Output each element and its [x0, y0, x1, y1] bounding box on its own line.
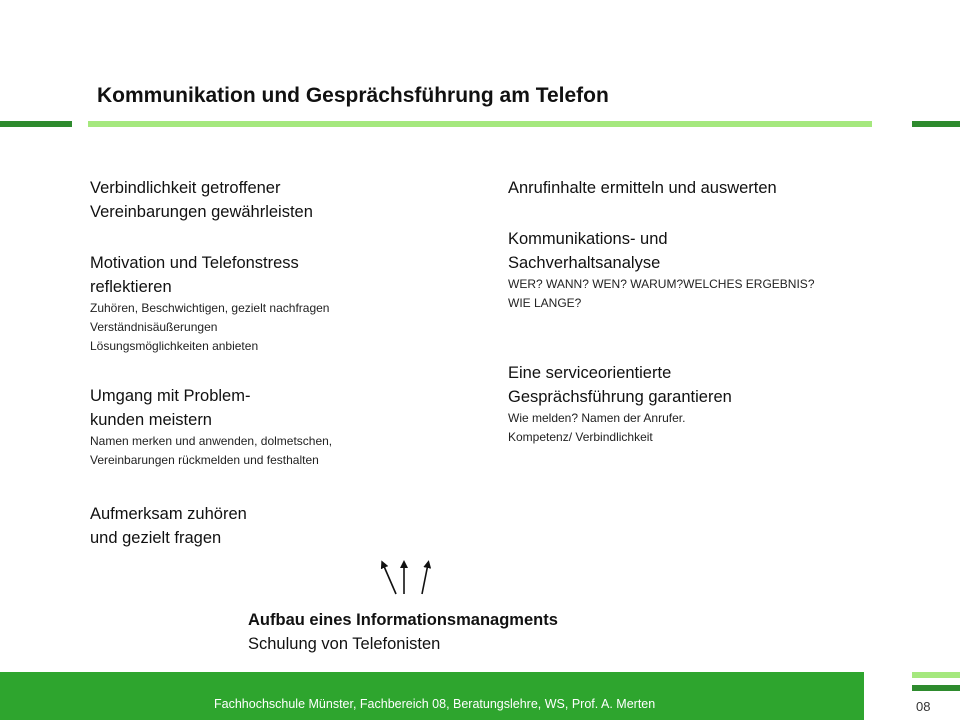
side-bar-light	[912, 672, 960, 678]
left-item-2-detail-3: Lösungsmöglichkeiten anbieten	[90, 339, 259, 353]
left-item-2-detail-2: Verständnisäußerungen	[90, 320, 218, 334]
right-item-2-detail-1: WER? WANN? WEN? WARUM?WELCHES ERGEBNIS?	[508, 277, 815, 291]
left-item-3-detail-2: Vereinbarungen rückmelden und festhalten	[90, 453, 319, 467]
arrows-icon	[374, 556, 444, 600]
left-item-4-heading-2: und gezielt fragen	[90, 529, 222, 547]
title-bar-center	[88, 121, 872, 127]
left-item-3-heading-1: Umgang mit Problem-	[90, 387, 251, 405]
right-item-2-heading-2: Sachverhaltsanalyse	[508, 254, 661, 272]
right-item-3-detail-2: Kompetenz/ Verbindlichkeit	[508, 430, 653, 444]
left-item-2-detail-1: Zuhören, Beschwichtigen, gezielt nachfragen	[90, 301, 330, 315]
right-item-3-heading-1: Eine serviceorientierte	[508, 364, 672, 382]
left-item-3-heading-2: kunden meistern	[90, 411, 212, 429]
bottom-block	[248, 608, 558, 656]
footer-bar	[0, 672, 864, 720]
left-item-3	[90, 384, 430, 470]
right-item-2-heading-1: Kommunikations- und	[508, 230, 668, 248]
right-item-3-heading-2: Gesprächsführung garantieren	[508, 388, 732, 406]
right-item-1	[508, 176, 888, 200]
left-item-2	[90, 251, 430, 356]
right-item-3-detail-1: Wie melden? Namen der Anrufer.	[508, 411, 686, 425]
left-item-4-heading-1: Aufmerksam zuhören	[90, 505, 247, 523]
right-item-3	[508, 361, 888, 447]
footer-text: Fachhochschule Münster, Fachbereich 08, Beratungslehre, WS, Prof. A. Merten	[214, 697, 656, 711]
left-item-3-detail-1: Namen merken und anwenden, dolmetschen,	[90, 434, 333, 448]
right-item-2	[508, 227, 888, 313]
bottom-line-2: Schulung von Telefonisten	[248, 635, 441, 653]
left-item-1	[90, 176, 430, 224]
left-item-2-heading-2: reflektieren	[90, 278, 172, 296]
left-item-1-heading-1: Verbindlichkeit getroffener	[90, 179, 281, 197]
title-bar-left	[0, 121, 72, 127]
page-title: Kommunikation und Gesprächsführung am Telefon	[97, 84, 609, 107]
left-item-1-heading-2: Vereinbarungen gewährleisten	[90, 203, 313, 221]
page-number: 08	[916, 699, 931, 714]
left-item-2-heading-1: Motivation und Telefonstress	[90, 254, 299, 272]
bottom-line-1: Aufbau eines Informationsmanagments	[248, 611, 558, 629]
right-item-2-detail-2: WIE LANGE?	[508, 296, 582, 310]
side-bar-dark	[912, 685, 960, 691]
left-item-4	[90, 502, 430, 550]
right-item-1-heading-1: Anrufinhalte ermitteln und auswerten	[508, 179, 777, 197]
title-bar-right	[912, 121, 960, 127]
